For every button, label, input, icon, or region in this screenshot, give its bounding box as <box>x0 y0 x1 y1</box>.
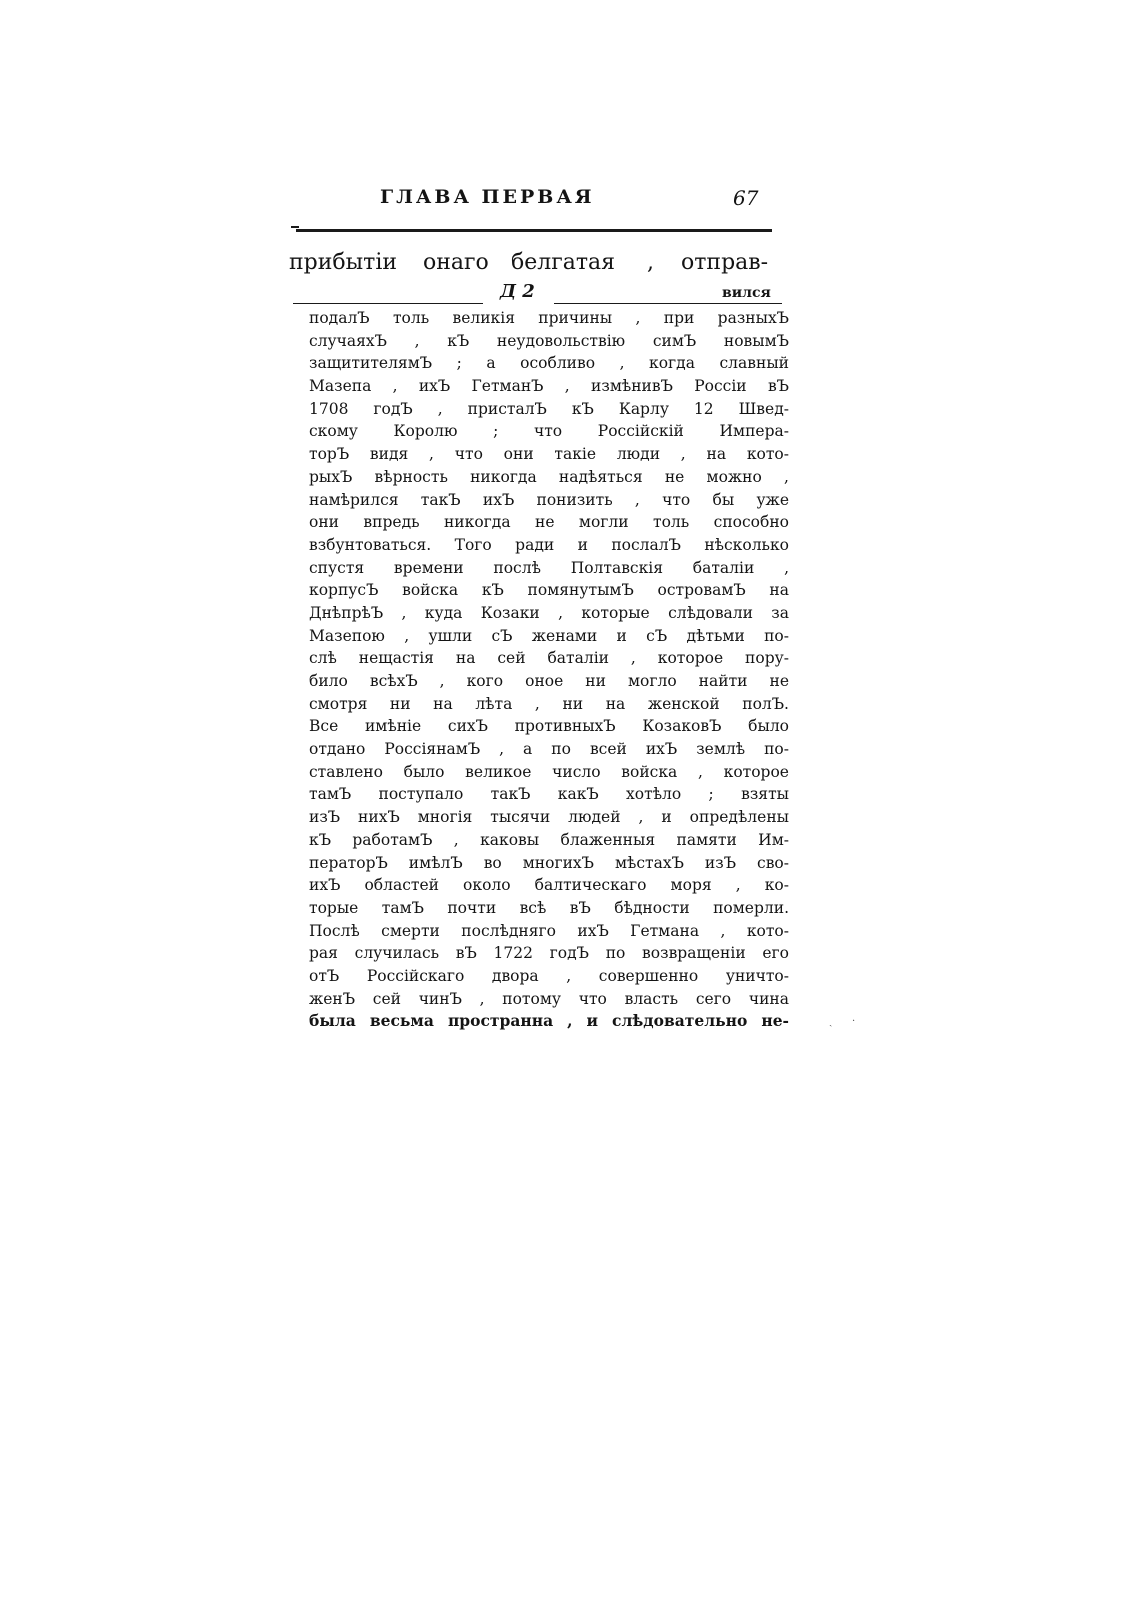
bleed-through-word: белгатая <box>511 250 616 275</box>
text-line: било всѣхЪ , кого оное ни могло найти не <box>309 672 789 690</box>
ink-speck: · <box>852 1016 856 1027</box>
body-text <box>309 307 789 1033</box>
bleed-through-word: прибытіи <box>289 250 398 275</box>
rule-left <box>293 303 483 304</box>
text-line: 1708 годЪ , присталЪ кЪ Карлу 12 Швед- <box>309 399 789 418</box>
text-line: Все имѣніе сихЪ противныхЪ КозаковЪ было <box>309 717 789 736</box>
text-line: скому Королю ; что Россійскій Импера- <box>309 422 789 441</box>
text-line: ихЪ областей около балтическаго моря , ко- <box>309 876 789 895</box>
text-line: слѣ нещастія на сей баталіи , которое пору- <box>309 649 789 668</box>
page-number: 67 <box>733 186 759 210</box>
text-line: намѣрился такЪ ихЪ понизить , что бы уже <box>309 490 789 509</box>
text-line: корпусЪ войска кЪ помянутымЪ островамЪ на <box>309 581 789 600</box>
text-line: была весьма пространна , и слѣдовательно не- <box>309 1011 789 1031</box>
text-line: ператорЪ имѣлЪ во многихЪ мѣстахЪ изЪ сво- <box>309 853 789 872</box>
text-line: кЪ работамЪ , каковы блаженныя памяти Им- <box>309 830 789 849</box>
text-line: торые тамЪ почти всѣ вЪ бѣдности померли. <box>309 898 789 917</box>
text-line: торЪ видя , что они такіе люди , на кото- <box>309 445 789 464</box>
text-line: ставлено было великое число войска , которое <box>309 762 789 781</box>
bleed-through-word: онаго <box>423 250 489 275</box>
bleed-through-word: , <box>647 250 654 275</box>
text-line: рая случилась вЪ 1722 годЪ по возвращеніи его <box>309 944 789 963</box>
text-line: отдано РоссіянамЪ , а по всей ихЪ землѣ по- <box>309 740 789 759</box>
text-line: Послѣ смерти послѣдняго ихЪ Гетмана , кото- <box>309 921 789 940</box>
chapter-title: ГЛАВА ПЕРВАЯ <box>380 186 595 208</box>
text-line: Мазепа , ихЪ ГетманЪ , измѣнивЪ Россіи вЪ <box>309 377 789 396</box>
ink-speck: ˏ <box>829 1016 833 1027</box>
text-line: изЪ нихЪ многія тысячи людей , и опредѣлены <box>309 808 789 827</box>
text-line: подалЪ толь великія причины , при разныхЪ <box>309 309 789 327</box>
header-rule-tick <box>291 226 299 228</box>
header-rule <box>296 229 772 232</box>
text-line: защитителямЪ ; а особливо , когда славный <box>309 354 789 373</box>
bleed-through-word: отправ- <box>681 250 769 275</box>
text-line: взбунтоваться. Того ради и послалЪ нѣсколько <box>309 535 789 554</box>
text-line: они впредь никогда не могли толь способно <box>309 513 789 532</box>
rule-right <box>554 303 782 304</box>
catchword: вился <box>722 285 771 301</box>
text-line: тамЪ поступало такЪ какЪ хотѣло ; взяты <box>309 785 789 804</box>
text-line: Мазепою , ушли сЪ женами и сЪ дѣтьми по- <box>309 626 789 645</box>
text-line: смотря ни на лѣта , ни на женской полЪ. <box>309 694 789 713</box>
text-line: женЪ сей чинЪ , потому что власть сего чина <box>309 989 789 1008</box>
text-line: рыхЪ вѣрность никогда надѣяться не можно , <box>309 467 789 486</box>
signature-mark: Д 2 <box>500 281 535 302</box>
text-line: ДнѣпрѣЪ , куда Козаки , которые слѣдовали за <box>309 603 789 622</box>
text-line: отЪ Россійскаго двора , совершенно уничто- <box>309 966 789 985</box>
text-line: случаяхЪ , кЪ неудовольствію симЪ новымЪ <box>309 331 789 350</box>
text-line: спустя времени послѣ Полтавскія баталіи , <box>309 558 789 577</box>
